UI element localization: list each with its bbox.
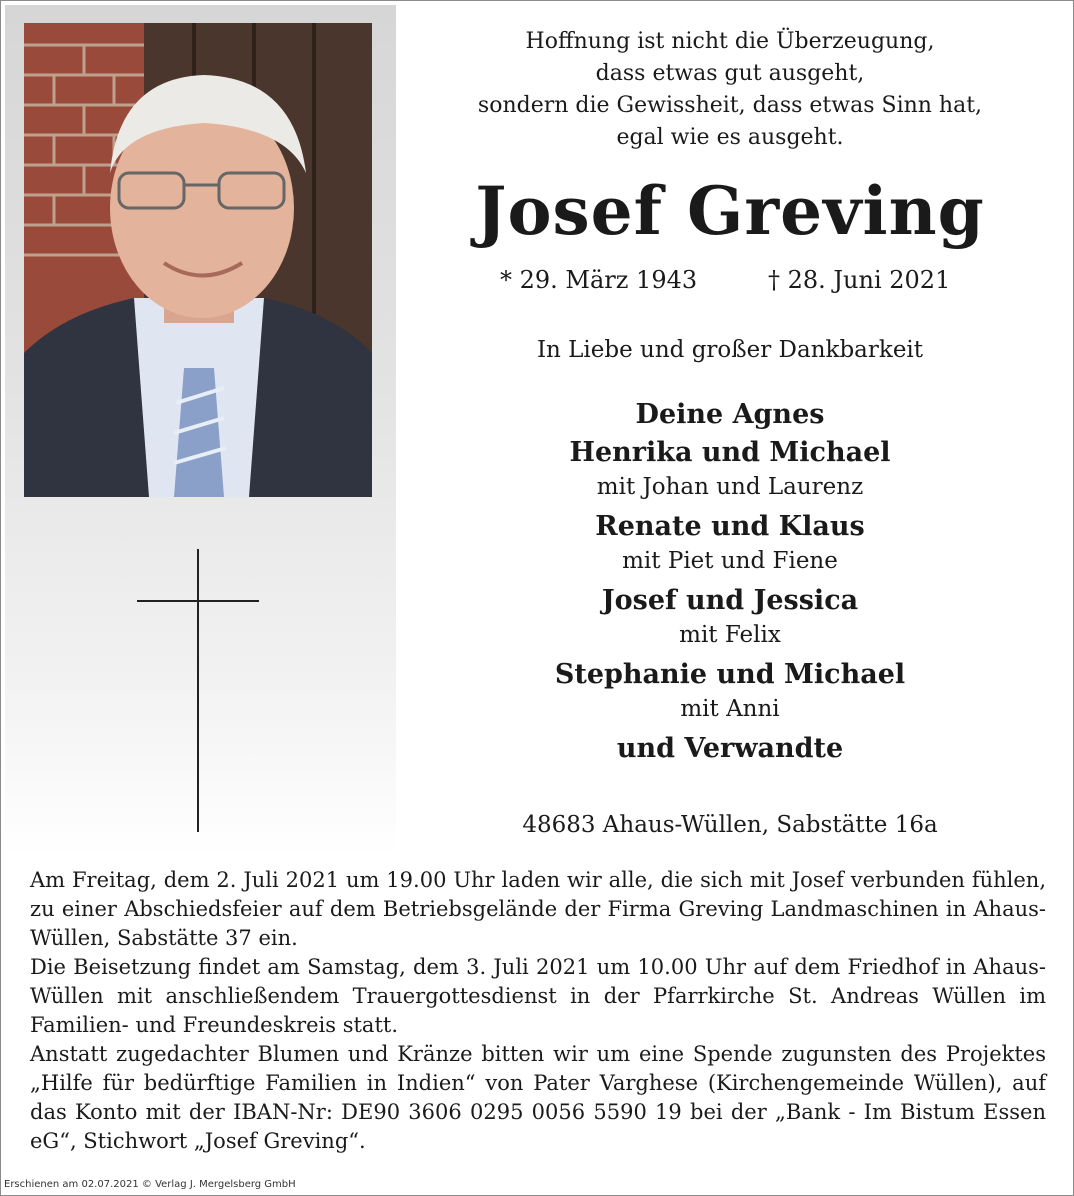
notice-paragraph: Anstatt zugedachter Blumen und Kränze bitten wir um eine Spende zugunsten des Projektes „Hilfe für bedürftige Familien in Indien“ von Pater Varghese (Kirchengemeinde Wüllen), auf das Konto mit der IBAN-Nr: DE90 3606 0295 0056 5590 19 bei der „Bank - Im Bistum Essen eG“, Stichwort „Josef Greving“. [30,1042,1046,1153]
address: 48683 Ahaus-Wüllen, Sabstätte 16a [522,812,938,838]
mourners-list [400,396,1060,768]
mourner-name: Stephanie und Michael [554,659,906,690]
mourner-name: Henrika und Michael [569,437,891,468]
publication-footer: Erschienen am 02.07.2021 © Verlag J. Mergelsberg GmbH [4,1179,296,1190]
mourner-children: mit Felix [679,622,781,648]
notice-paragraph: Am Freitag, dem 2. Juli 2021 um 19.00 Uhr laden wir alle, die sich mit Josef verbunden fühlen, zu einer Abschiedsfeier auf dem Betriebsgelände der Firma Greving Landmaschinen in Ahaus-Wüllen, Sabstätte 37 ein. [30,868,1046,950]
mourner-name: Renate und Klaus [595,511,865,542]
cross-icon [197,549,199,832]
mourner-name: Josef und Jessica [601,585,859,616]
death-date: † 28. Juni 2021 [768,266,951,294]
mourner-children: mit Johan und Laurenz [596,474,864,500]
quote-line: egal wie es ausgeht. [616,125,844,150]
funeral-notice [30,866,1046,1156]
mourner-name: Deine Agnes [635,399,825,430]
notice-paragraph: Die Beisetzung findet am Samstag, dem 3. Juli 2021 um 10.00 Uhr auf dem Friedhof in Ahaus-Wüllen mit anschließendem Trauergottesdienst in der Pfarrkirche St. Andreas Wüllen im Familien- und Freundeskreis statt. [30,955,1046,1037]
cross-icon-bar [137,600,259,602]
mourner-name: und Verwandte [616,733,844,764]
deceased-name: Josef Greving [475,172,985,250]
quote-line: Hoffnung ist nicht die Überzeugung, [525,29,935,54]
birth-date: * 29. März 1943 [500,266,698,294]
mourner-children: mit Piet und Fiene [622,548,838,574]
portrait-photo [24,23,372,497]
quote [400,26,1060,154]
mourner-children: mit Anni [680,696,780,722]
quote-line: dass etwas gut ausgeht, [595,61,865,86]
quote-line: sondern die Gewissheit, dass etwas Sinn hat, [477,93,983,118]
dedication: In Liebe und großer Dankbarkeit [536,337,924,363]
